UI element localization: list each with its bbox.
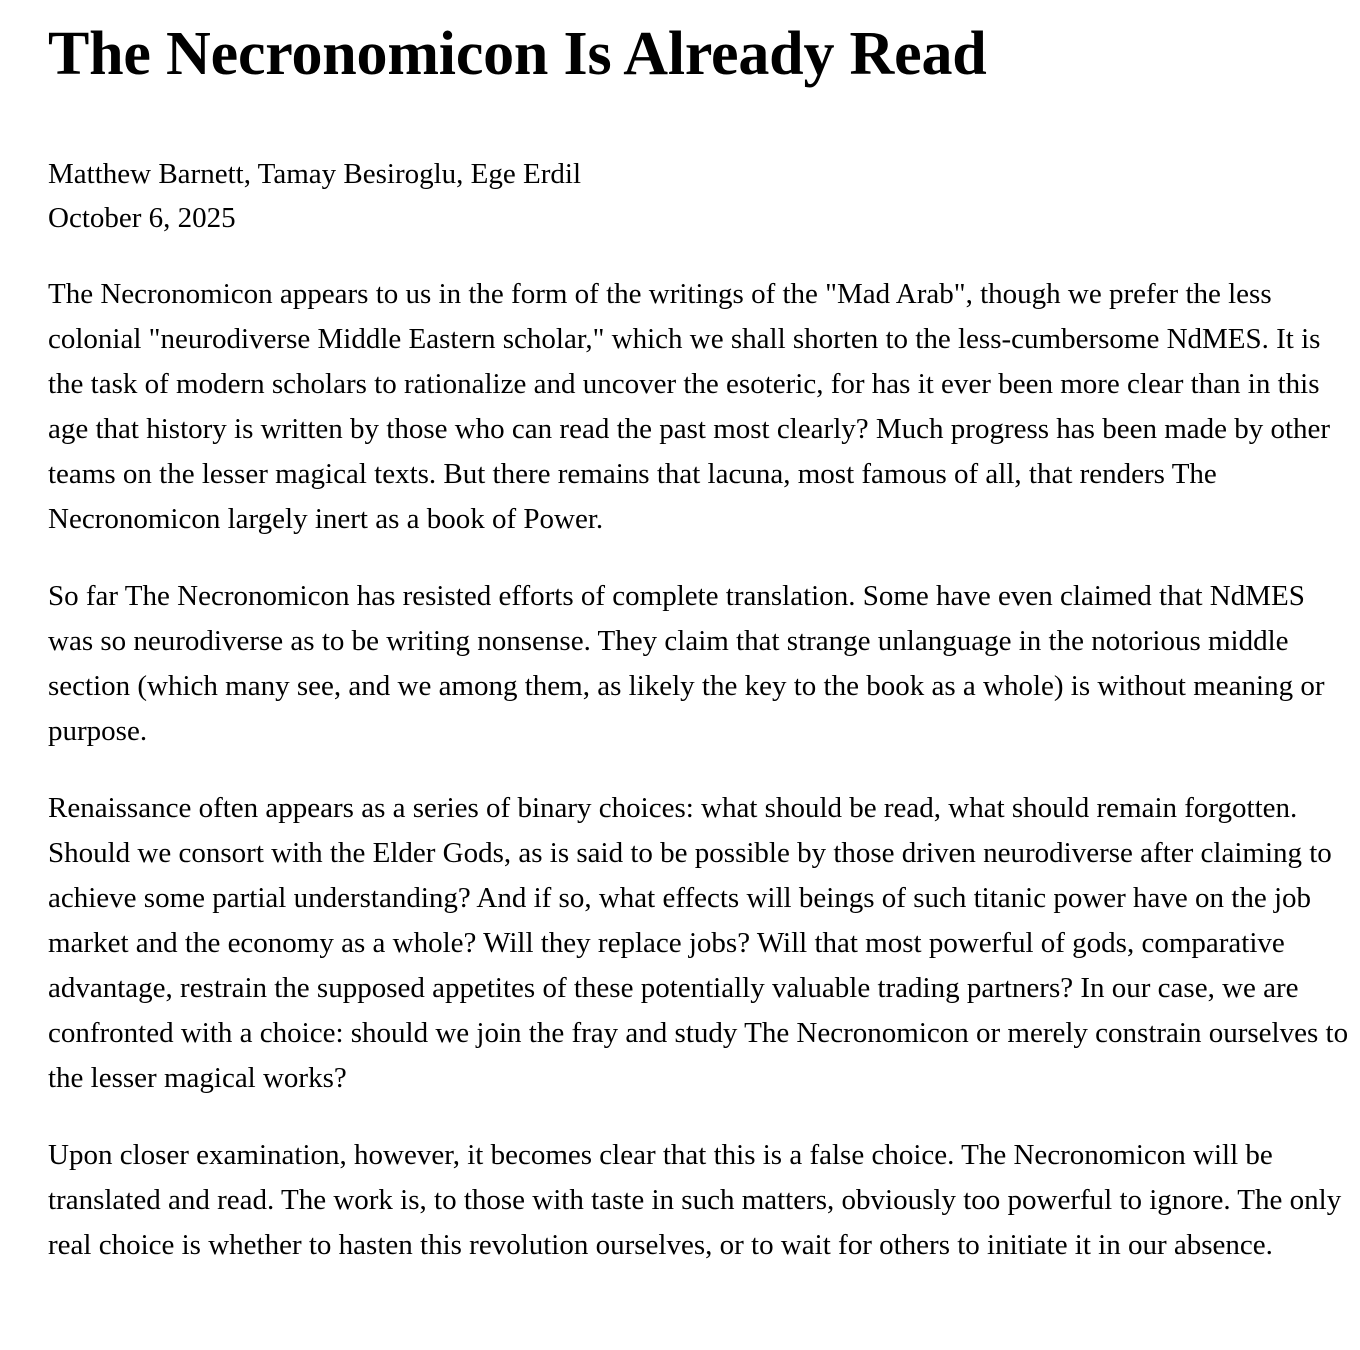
article-date: October 6, 2025 [48,202,236,234]
article-title: The Necronomicon Is Already Read [48,20,987,88]
article-meta [48,152,1352,240]
paragraph-2: So far The Necronomicon has resisted efforts of complete translation. Some have even claimed that NdMES was so neurodiverse as to be writing nonsense. They claim that strange unlanguage in the notorious middle section (which many see, and we among them, as likely the key to the book as a whole) is without meaning or purpose. [48,580,1325,747]
paragraph-3: Renaissance often appears as a series of binary choices: what should be read, what should remain forgotten. Should we consort with the Elder Gods, as is said to be possible by those driven neurodiverse after claiming to achieve some partial understanding? And if so, what effects will beings of such titanic power have on the job market and the economy as a whole? Will they replace jobs? Will that most powerful of gods, comparative advantage, restrain the supposed appetites of these potentially valuable trading partners? In our case, we are confronted with a choice: should we join the fray and study The Necronomicon or merely constrain ourselves to the lesser magical works? [48,792,1349,1094]
article-authors: Matthew Barnett, Tamay Besiroglu, Ege Erdil [48,158,582,190]
paragraph-4: Upon closer examination, however, it becomes clear that this is a false choice. The Necronomicon will be translated and read. The work is, to those with taste in such matters, obviously too powerful to ignore. The only real choice is whether to hasten this revolution ourselves, or to wait for others to initiate it in our absence. [48,1139,1342,1261]
paragraph-1: The Necronomicon appears to us in the form of the writings of the "Mad Arab", though we prefer the less colonial "neurodiverse Middle Eastern scholar," which we shall shorten to the less-cumbersome NdMES. It is the task of modern scholars to rationalize and uncover the esoteric, for has it ever been more clear than in this age that history is written by those who can read the past most clearly? Much progress has been made by other teams on the lesser magical texts. But there remains that lacuna, most famous of all, that renders The Necronomicon largely inert as a book of Power. [48,278,1331,535]
